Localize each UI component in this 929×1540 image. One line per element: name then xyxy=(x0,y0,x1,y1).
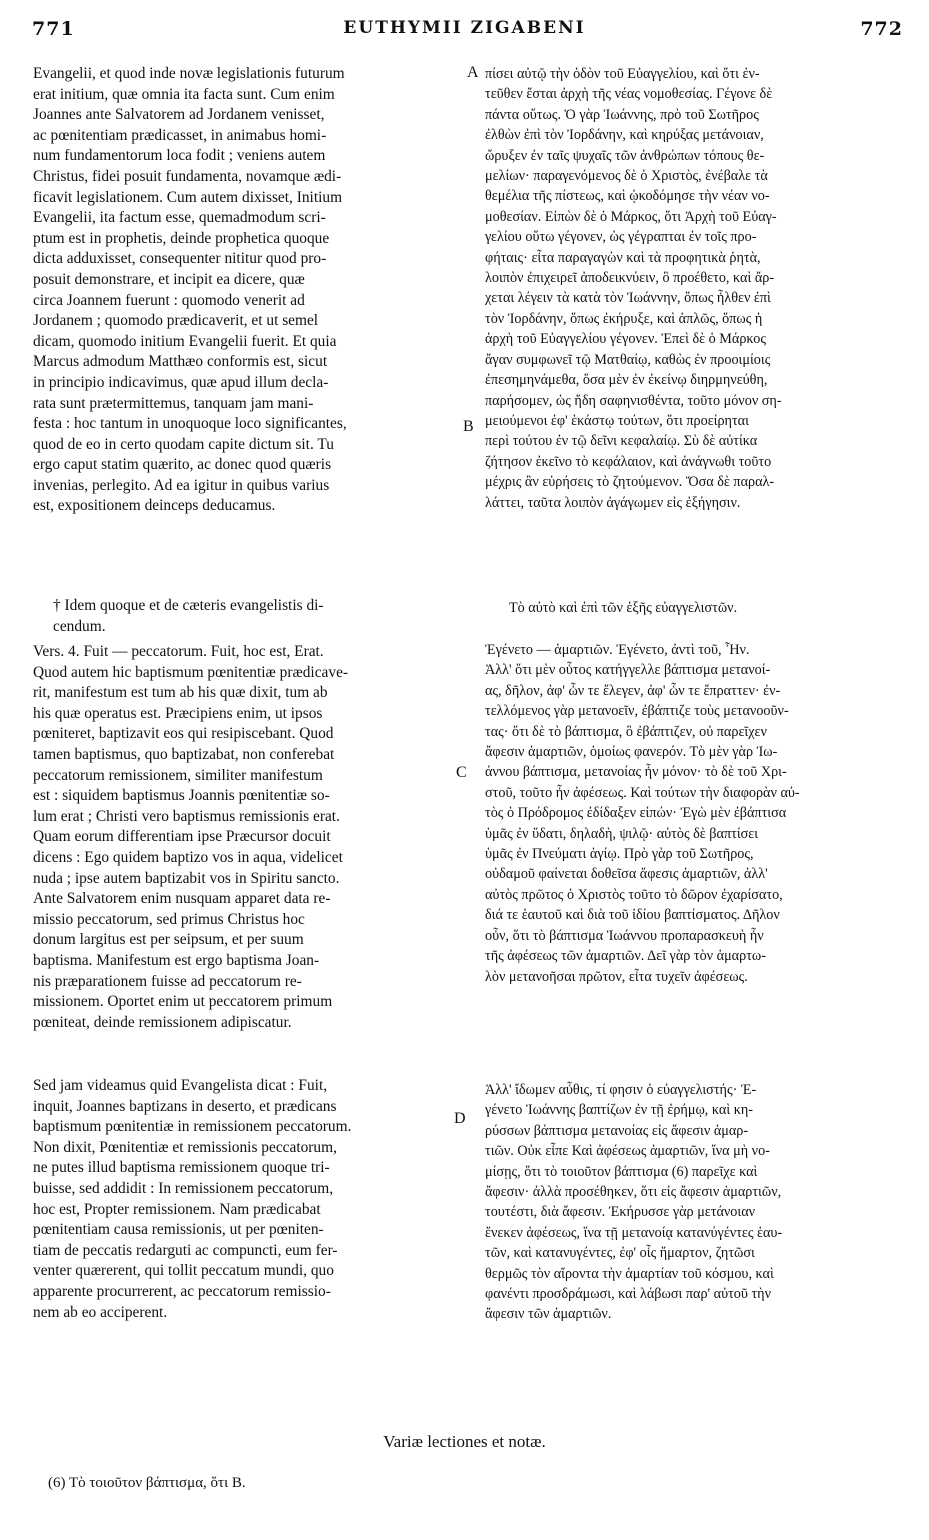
running-title: EUTHYMII ZIGABENI xyxy=(343,18,586,38)
text-line: θερμῶς τὸν αἴροντα τὴν ἁμαρτίαν τοῦ κόσμου, καὶ xyxy=(485,1265,774,1282)
text-line: ἄφεσιν ἁμαρτιῶν, ὁμοίως φανερόν. Τὸ μὲν γὰρ Ἰω- xyxy=(485,744,778,761)
text-line: num fundamentorum loca fodit ; veniens autem xyxy=(33,147,326,165)
latin-paragraph-2 xyxy=(33,596,485,637)
text-line: λάττει, ταῦτα λοιπὸν ἀγάγωμεν εἰς ἐξήγησιν. xyxy=(485,494,741,511)
variant-readings-title: Variæ lectiones et notæ. xyxy=(383,1432,546,1451)
text-line: in principio indicavimus, quæ apud illum decla- xyxy=(33,373,329,391)
text-line: pœnitentiam causa remissionis, ut per pœniten- xyxy=(33,1221,324,1239)
text-line: γελίου οὕτω γέγονεν, ὡς γέγραπται ἐν τοῖς προ- xyxy=(485,229,757,246)
variant-note: (6) Τὸ τοιοῦτον βάπτισμα, ὅτι B. xyxy=(48,1475,246,1491)
text-line: invenias, perlegito. Ad ea igitur in quibus varius xyxy=(33,476,330,494)
text-line: ρύσσων βάπτισμα μετανοίας εἰς ἄφεσιν ἁμαρ- xyxy=(485,1122,749,1139)
text-line: στοῦ, τοῦτο ἦν ἀφέσεως. Καὶ τούτων τὴν διαφορὰν αὐ- xyxy=(485,784,800,801)
text-line: οὐδαμοῦ φαίνεται δοθεῖσα ἄφεσις ἁμαρτιῶν, ἀλλ' xyxy=(485,866,768,883)
text-line: rata sunt prætermittemus, tanquam jam mani- xyxy=(33,394,314,412)
text-line: τουτέστι, διὰ ἄφεσιν. Ἐκήρυσσε γὰρ μετάνοιαν xyxy=(485,1204,756,1221)
text-line: μελίων· παραγενόμενος δὲ ὁ Χριστὸς, ἐνέβαλε τὰ xyxy=(485,168,768,185)
text-line: apparente procurrerent, ac peccatorum remissio- xyxy=(33,1282,331,1300)
text-line: τῶν, καὶ κατανυγέντες, ἐφ' οἷς ἥμαρτον, ζητῶσι xyxy=(485,1245,755,1262)
text-line: inquit, Joannes baptizans in deserto, et prædicans xyxy=(33,1097,337,1115)
text-line: μέχρις ἂν εὑρήσεις τὸ ζητούμενον. Ὅσα δὲ παραλ- xyxy=(485,474,775,491)
text-line: μειούμενοι ἐφ' ἑκάστῳ τούτων, ὅτι προείρηται xyxy=(485,412,749,429)
text-line: dicta adduxisset, consequenter nititur quod pro- xyxy=(33,250,327,268)
text-line: ζήτησον ἐκεῖνο τὸ κεφάλαιον, καὶ ἀνάγνωθι τοῦτο xyxy=(485,453,772,470)
text-line: rit, manifestum est tum ab his quæ dixit, tum ab xyxy=(33,684,328,702)
margin-marker-c: C xyxy=(456,764,467,781)
text-line: Quod autem hic baptismum pœnitentiæ prædicave- xyxy=(33,663,349,681)
text-line: venter quærerent, qui tollit peccatum mundi, quo xyxy=(33,1262,334,1280)
text-line: circa Joannem fuerunt : quomodo venerit ad xyxy=(33,291,305,309)
text-line: nuda ; ipse autem baptizabit vos in Spiritu sancto. xyxy=(33,869,340,887)
text-line: ptum est in prophetis, deinde prophetica quoque xyxy=(33,229,330,247)
text-line: est : siquidem baptismus Joannis pœnitentiæ so- xyxy=(33,787,330,805)
text-line: ἄφεσιν τῶν ἁμαρτιῶν. xyxy=(485,1306,612,1323)
text-line: Evangelii, ita factum esse, quemadmodum scri- xyxy=(33,209,326,227)
text-line: θεμέλια τῆς πίστεως, καὶ ᾠκοδόμησε τὴν νέαν νο- xyxy=(485,188,770,205)
text-line: Ἀλλ' ὅτι μὲν οὗτος κατήγγελλε βάπτισμα μετανοί- xyxy=(485,662,771,679)
text-line: τῆς ἀφέσεως τῶν ἁμαρτιῶν. Δεῖ γὰρ τὸν ἁμαρτω- xyxy=(485,948,766,965)
text-line: πίσει αὐτῷ τὴν ὁδὸν τοῦ Εὐαγγελίου, καὶ ὅτι ἐν- xyxy=(485,66,760,82)
text-line: donum largitus est per seipsum, et per suum xyxy=(33,931,304,949)
text-line: Ante Salvatorem enim nusquam apparet data re- xyxy=(33,890,331,908)
text-line: his quæ operatus est. Præcipiens enim, ut ipsos xyxy=(33,704,323,722)
text-line: buisse, sed addidit : In remissionem peccatorum, xyxy=(33,1179,334,1197)
text-line: est, expositionem deinceps deducamus. xyxy=(33,497,276,515)
right-page-number: 772 xyxy=(860,18,903,40)
greek-paragraph-4 xyxy=(485,1080,905,1325)
text-line: pœniteat, deinde remissionem adipiscatur. xyxy=(33,1013,292,1031)
text-line: ficavit legislationem. Cum autem dixisset, Initium xyxy=(33,188,343,206)
text-line: ας, δῆλον, ἀφ' ὧν τε ἔλεγεν, ἀφ' ὧν τε ἔπραττεν· ἐν- xyxy=(485,682,781,699)
text-line: ἀρχὴ τοῦ Εὐαγγελίου γέγονεν. Ἐπεὶ δὲ ὁ Μάρκος xyxy=(485,331,766,348)
text-line: λοιπὸν ἐπιχειρεῖ ἀποδεικνύειν, ὃ προέθετο, καὶ ἄρ- xyxy=(485,270,775,287)
text-line: μοθεσίαν. Εἰπὼν δὲ ὁ Μάρκος, ὅτι Ἀρχὴ τοῦ Εὐαγ- xyxy=(485,208,777,225)
text-line: nis præparationem fuisse ad peccatorum re- xyxy=(33,972,302,990)
greek-paragraph-2 xyxy=(485,598,929,618)
greek-paragraph-1 xyxy=(485,64,905,513)
text-line: ὑμᾶς ἐν Πνεύματι ἁγίῳ. Πρὸ γὰρ τοῦ Σωτῆρος, xyxy=(485,846,754,863)
text-line: μίσῃς, ὅτι τὸ τοιοῦτον βάπτισμα (6) παρεῖχε καὶ xyxy=(485,1163,758,1180)
text-line: Non dixit, Pœnitentiæ et remissionis peccatorum, xyxy=(33,1138,337,1156)
text-line: ὤρυξεν ἐν ταῖς ψυχαῖς τῶν ἀνθρώπων τόπους θε- xyxy=(485,147,765,164)
text-line: ἄγαν συμφωνεῖ τῷ Ματθαίῳ, καθὼς ἐν προοιμίοις xyxy=(485,351,771,368)
text-line: ἄφεσιν· ἀλλὰ προσέθηκεν, ὅτι εἰς ἄφεσιν ἁμαρτιῶν, xyxy=(485,1184,782,1201)
text-line: παρήσομεν, ὡς ἤδη σαφηνισθέντα, τοῦτο μόνον ση- xyxy=(485,392,782,409)
text-line: τελλόμενος γὰρ μετανοεῖν, ἐβάπτιζε τοὺς μετανοοῦν- xyxy=(485,703,789,720)
margin-marker-b: B xyxy=(463,418,474,435)
text-line: festa : hoc tantum in unoquoque loco significantes, xyxy=(33,415,347,433)
text-line: lum erat ; Christi vero baptismus remissionis erat. xyxy=(33,807,340,825)
text-line: tamen baptismus, quo baptizabat, non conferebat xyxy=(33,745,335,763)
text-line: ne putes illud baptisma remissionem quoque tri- xyxy=(33,1159,330,1177)
text-line: Sed jam videamus quid Evangelista dicat : Fuit, xyxy=(33,1077,328,1094)
text-line: † Idem quoque et de cæteris evangelistis di- xyxy=(53,597,324,614)
greek-paragraph-3 xyxy=(485,640,905,987)
text-line: Ἀλλ' ἴδωμεν αὖθις, τί φησιν ὁ εὐαγγελιστής· Ἐ- xyxy=(485,1082,757,1098)
text-line: τὸν Ἰορδάνην, ὅπως ἐκήρυξε, καὶ ἁπλῶς, ὅπως ἡ xyxy=(485,310,763,327)
text-line: τὸς ὁ Πρόδρομος ἐδίδαξεν εἰπών· Ἐγὼ μὲν ἐβάπτισα xyxy=(485,805,787,822)
text-line: περὶ τούτου ἐν τῷ δεῖνι κεφαλαίῳ. Σὺ δὲ αὐτίκα xyxy=(485,433,758,450)
text-line: φανέντι προσδράμωσι, καὶ λάβωσι παρ' αὐτοῦ τὴν xyxy=(485,1286,772,1303)
text-line: άννου βάπτισμα, μετανοίας ἦν μόνον· τὸ δὲ τοῦ Χρι- xyxy=(485,764,787,781)
text-line: φήταις· εἶτα παραγαγὼν καὶ τὰ προφητικὰ ῥητὰ, xyxy=(485,249,761,266)
text-line: Christus, fidei posuit fundamenta, novamque ædi- xyxy=(33,167,342,185)
text-line: οὖν, ὅτι τὸ βάπτισμα Ἰωάννου προπαρασκευὴ ἦν xyxy=(485,927,764,944)
text-line: Jordanem ; quomodo prædicaverit, et ut semel xyxy=(33,312,319,330)
margin-marker-d: D xyxy=(454,1110,466,1127)
text-line: dicens : Ego quidem baptizo vos in aqua, videlicet xyxy=(33,848,343,866)
text-line: tiam de peccatis redarguti ac compuncti, eum fer- xyxy=(33,1241,338,1259)
text-line: χεται λέγειν τὰ κατὰ τὸν Ἰωάννην, ὅπως ἦλθεν ἐπὶ xyxy=(485,290,771,307)
text-line: nem ab eo acciperent. xyxy=(33,1303,168,1321)
text-line: Τὸ αὐτὸ καὶ ἐπὶ τῶν ἑξῆς εὐαγγελιστῶν. xyxy=(509,600,738,616)
margin-marker-a: A xyxy=(467,64,479,81)
text-line: cendum. xyxy=(53,617,106,635)
text-line: Marcus admodum Matthæo conformis est, sicut xyxy=(33,353,328,371)
text-line: ἕνεκεν ἀφέσεως, ἵνα τῇ μετανοίᾳ κατανύγέντες ἑαυ- xyxy=(485,1224,783,1241)
text-line: αὐτὸς πρῶτος ὁ Χριστὸς τοῦτο τὸ δῶρον ἐχαρίσατο, xyxy=(485,886,783,903)
text-line: erat initium, quæ omnia ita facta sunt. Cum enim xyxy=(33,85,335,103)
latin-paragraph-4 xyxy=(33,1076,465,1323)
text-line: dicam, quomodo initium Evangelii fuerit. Et quia xyxy=(33,332,337,350)
text-line: πάντα οὕτως. Ὁ γὰρ Ἰωάννης, πρὸ τοῦ Σωτῆρος xyxy=(485,106,759,123)
text-line: peccatorum remissionem, similiter manifestum xyxy=(33,766,323,784)
text-line: missio peccatorum, sed primus Christus hoc xyxy=(33,910,305,928)
text-line: Ἐγένετο — ἁμαρτιῶν. Ἐγένετο, ἀντὶ τοῦ, Ἦν. xyxy=(485,642,750,658)
text-line: Vers. 4. Fuit — peccatorum. Fuit, hoc est, Erat. xyxy=(33,643,324,660)
text-line: pœniteret, baptizavit eos qui resipiscebant. Quod xyxy=(33,725,334,743)
text-line: ὑμᾶς ἐν ὕδατι, δηλαδὴ, ψιλῷ· αὐτὸς δὲ βαπτίσει xyxy=(485,825,759,842)
text-line: διά τε ἑαυτοῦ καὶ διὰ τοῦ ἰδίου βαπτίσματος. Δῆλον xyxy=(485,907,780,924)
latin-paragraph-1 xyxy=(33,64,465,517)
text-line: ac pœnitentiam prædicasset, in animabus homi- xyxy=(33,126,327,144)
text-line: missionem. Oportet enim ut peccatorem primum xyxy=(33,993,333,1011)
text-line: hoc est, Propter remissionem. Nam prædicabat xyxy=(33,1200,321,1218)
text-line: Evangelii, et quod inde novæ legislationis futurum xyxy=(33,65,345,82)
latin-paragraph-3 xyxy=(33,642,465,1033)
text-line: τιῶν. Οὐκ εἶπε Καὶ ἀφέσεως ἁμαρτιῶν, ἵνα μὴ νο- xyxy=(485,1143,770,1160)
text-line: ergo caput statim quærito, ac donec quod quæris xyxy=(33,456,332,474)
text-line: baptisma. Manifestum est ergo baptisma Joan- xyxy=(33,951,320,969)
text-line: Joannes ante Salvatorem ad Jordanem venisset, xyxy=(33,106,325,124)
text-line: ἐπεσημηνάμεθα, ὅσα μὲν ἐν ἐκείνῳ διηρμηνεύθη, xyxy=(485,372,768,389)
text-line: τας· ὅτι δὲ τὸ βάπτισμα, ὃ ἐβάπτιζεν, οὐ παρεῖχεν xyxy=(485,723,767,740)
text-line: γένετο Ἰωάννης βαπτίζων ἐν τῇ ἐρήμῳ, καὶ κη- xyxy=(485,1102,753,1119)
text-line: λὸν μετανοῆσαι πρῶτον, εἶτα τυχεῖν ἀφέσεως. xyxy=(485,968,748,985)
text-line: τεῦθεν ἔσται ἀρχὴ τῆς νέας νομοθεσίας. Γέγονε δὲ xyxy=(485,86,773,103)
text-line: ἐλθὼν ἐπὶ τὸν Ἰορδάνην, καὶ κηρύξας μετάνοιαν, xyxy=(485,127,764,144)
left-page-number: 771 xyxy=(32,18,75,40)
text-line: quod de eo in certo quodam capite dictum sit. Tu xyxy=(33,435,334,453)
text-line: baptismum pœnitentiæ in remissionem peccatorum. xyxy=(33,1118,352,1136)
text-line: Quam eorum differentiam ipse Præcursor docuit xyxy=(33,828,331,846)
text-line: posuit demonstrare, et incipit ea dicere, quæ xyxy=(33,270,305,288)
